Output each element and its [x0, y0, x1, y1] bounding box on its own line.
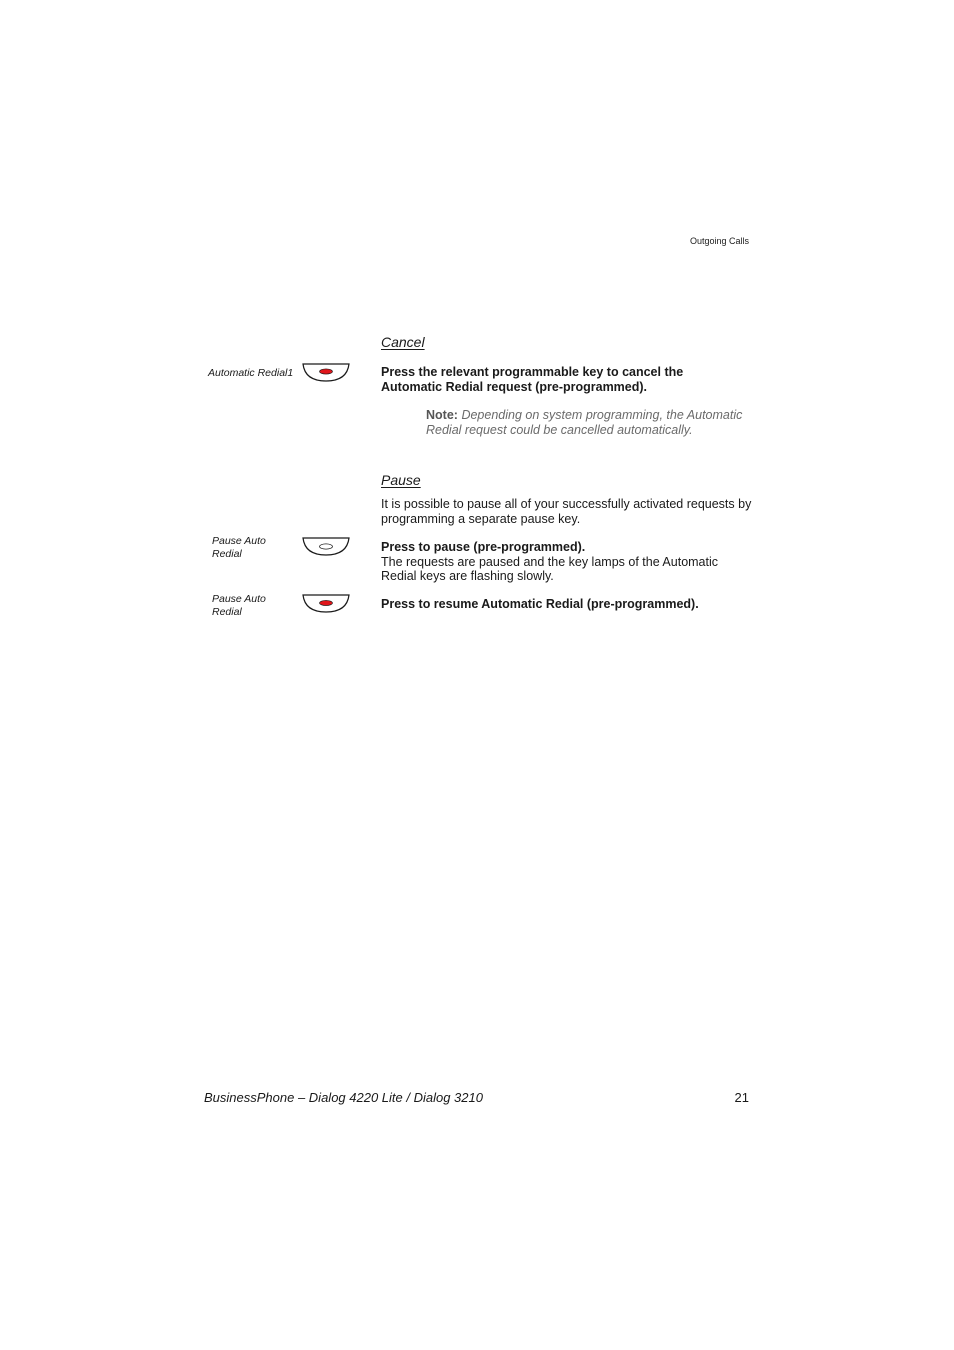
running-header: Outgoing Calls	[689, 236, 749, 246]
section-heading-pause: Pause	[381, 472, 421, 488]
key-label-automatic-redial: Automatic Redial1	[208, 367, 294, 379]
key-label-pause-auto-redial-resume	[212, 593, 266, 619]
pause-instruction: Press to pause (pre-programmed).	[381, 540, 586, 554]
pause-intro	[381, 497, 751, 526]
pause-detail-line2: Redial keys are flashing slowly.	[381, 569, 554, 583]
pause-step1	[381, 540, 718, 584]
key-label-line1: Pause Auto	[212, 593, 266, 605]
cancel-instruction-line2: Automatic Redial request (pre-programmed).	[381, 379, 648, 394]
pause-intro-line1: It is possible to pause all of your successfully activated requests by	[381, 497, 752, 511]
cancel-note	[426, 408, 742, 438]
key-label-line1: Pause Auto	[212, 535, 266, 547]
cancel-instruction-line1: Press the relevant programmable key to cancel the	[381, 365, 684, 379]
key-lamp-off-icon	[302, 537, 350, 556]
resume-instruction: Press to resume Automatic Redial (pre-programmed).	[381, 597, 699, 611]
note-label: Note:	[426, 408, 458, 422]
section-heading-cancel: Cancel	[381, 334, 425, 350]
key-label-line2: Redial	[212, 548, 242, 560]
page-number: 21	[734, 1090, 749, 1105]
key-label-line2: Redial	[212, 606, 242, 618]
cancel-note-text: Depending on system programming, the Automatic	[461, 408, 743, 422]
key-lamp-on-icon	[302, 594, 350, 613]
cancel-note-line1	[426, 408, 742, 423]
footer-title: BusinessPhone – Dialog 4220 Lite / Dialog 3210	[204, 1090, 483, 1105]
pause-intro-line2: programming a separate pause key.	[381, 511, 581, 526]
cancel-note-line2: Redial request could be cancelled automatically.	[426, 423, 693, 437]
cancel-instruction	[381, 365, 683, 394]
pause-detail-line1: The requests are paused and the key lamps of the Automatic	[381, 554, 719, 569]
key-lamp-on-icon	[302, 363, 350, 382]
key-label-pause-auto-redial	[212, 535, 266, 561]
